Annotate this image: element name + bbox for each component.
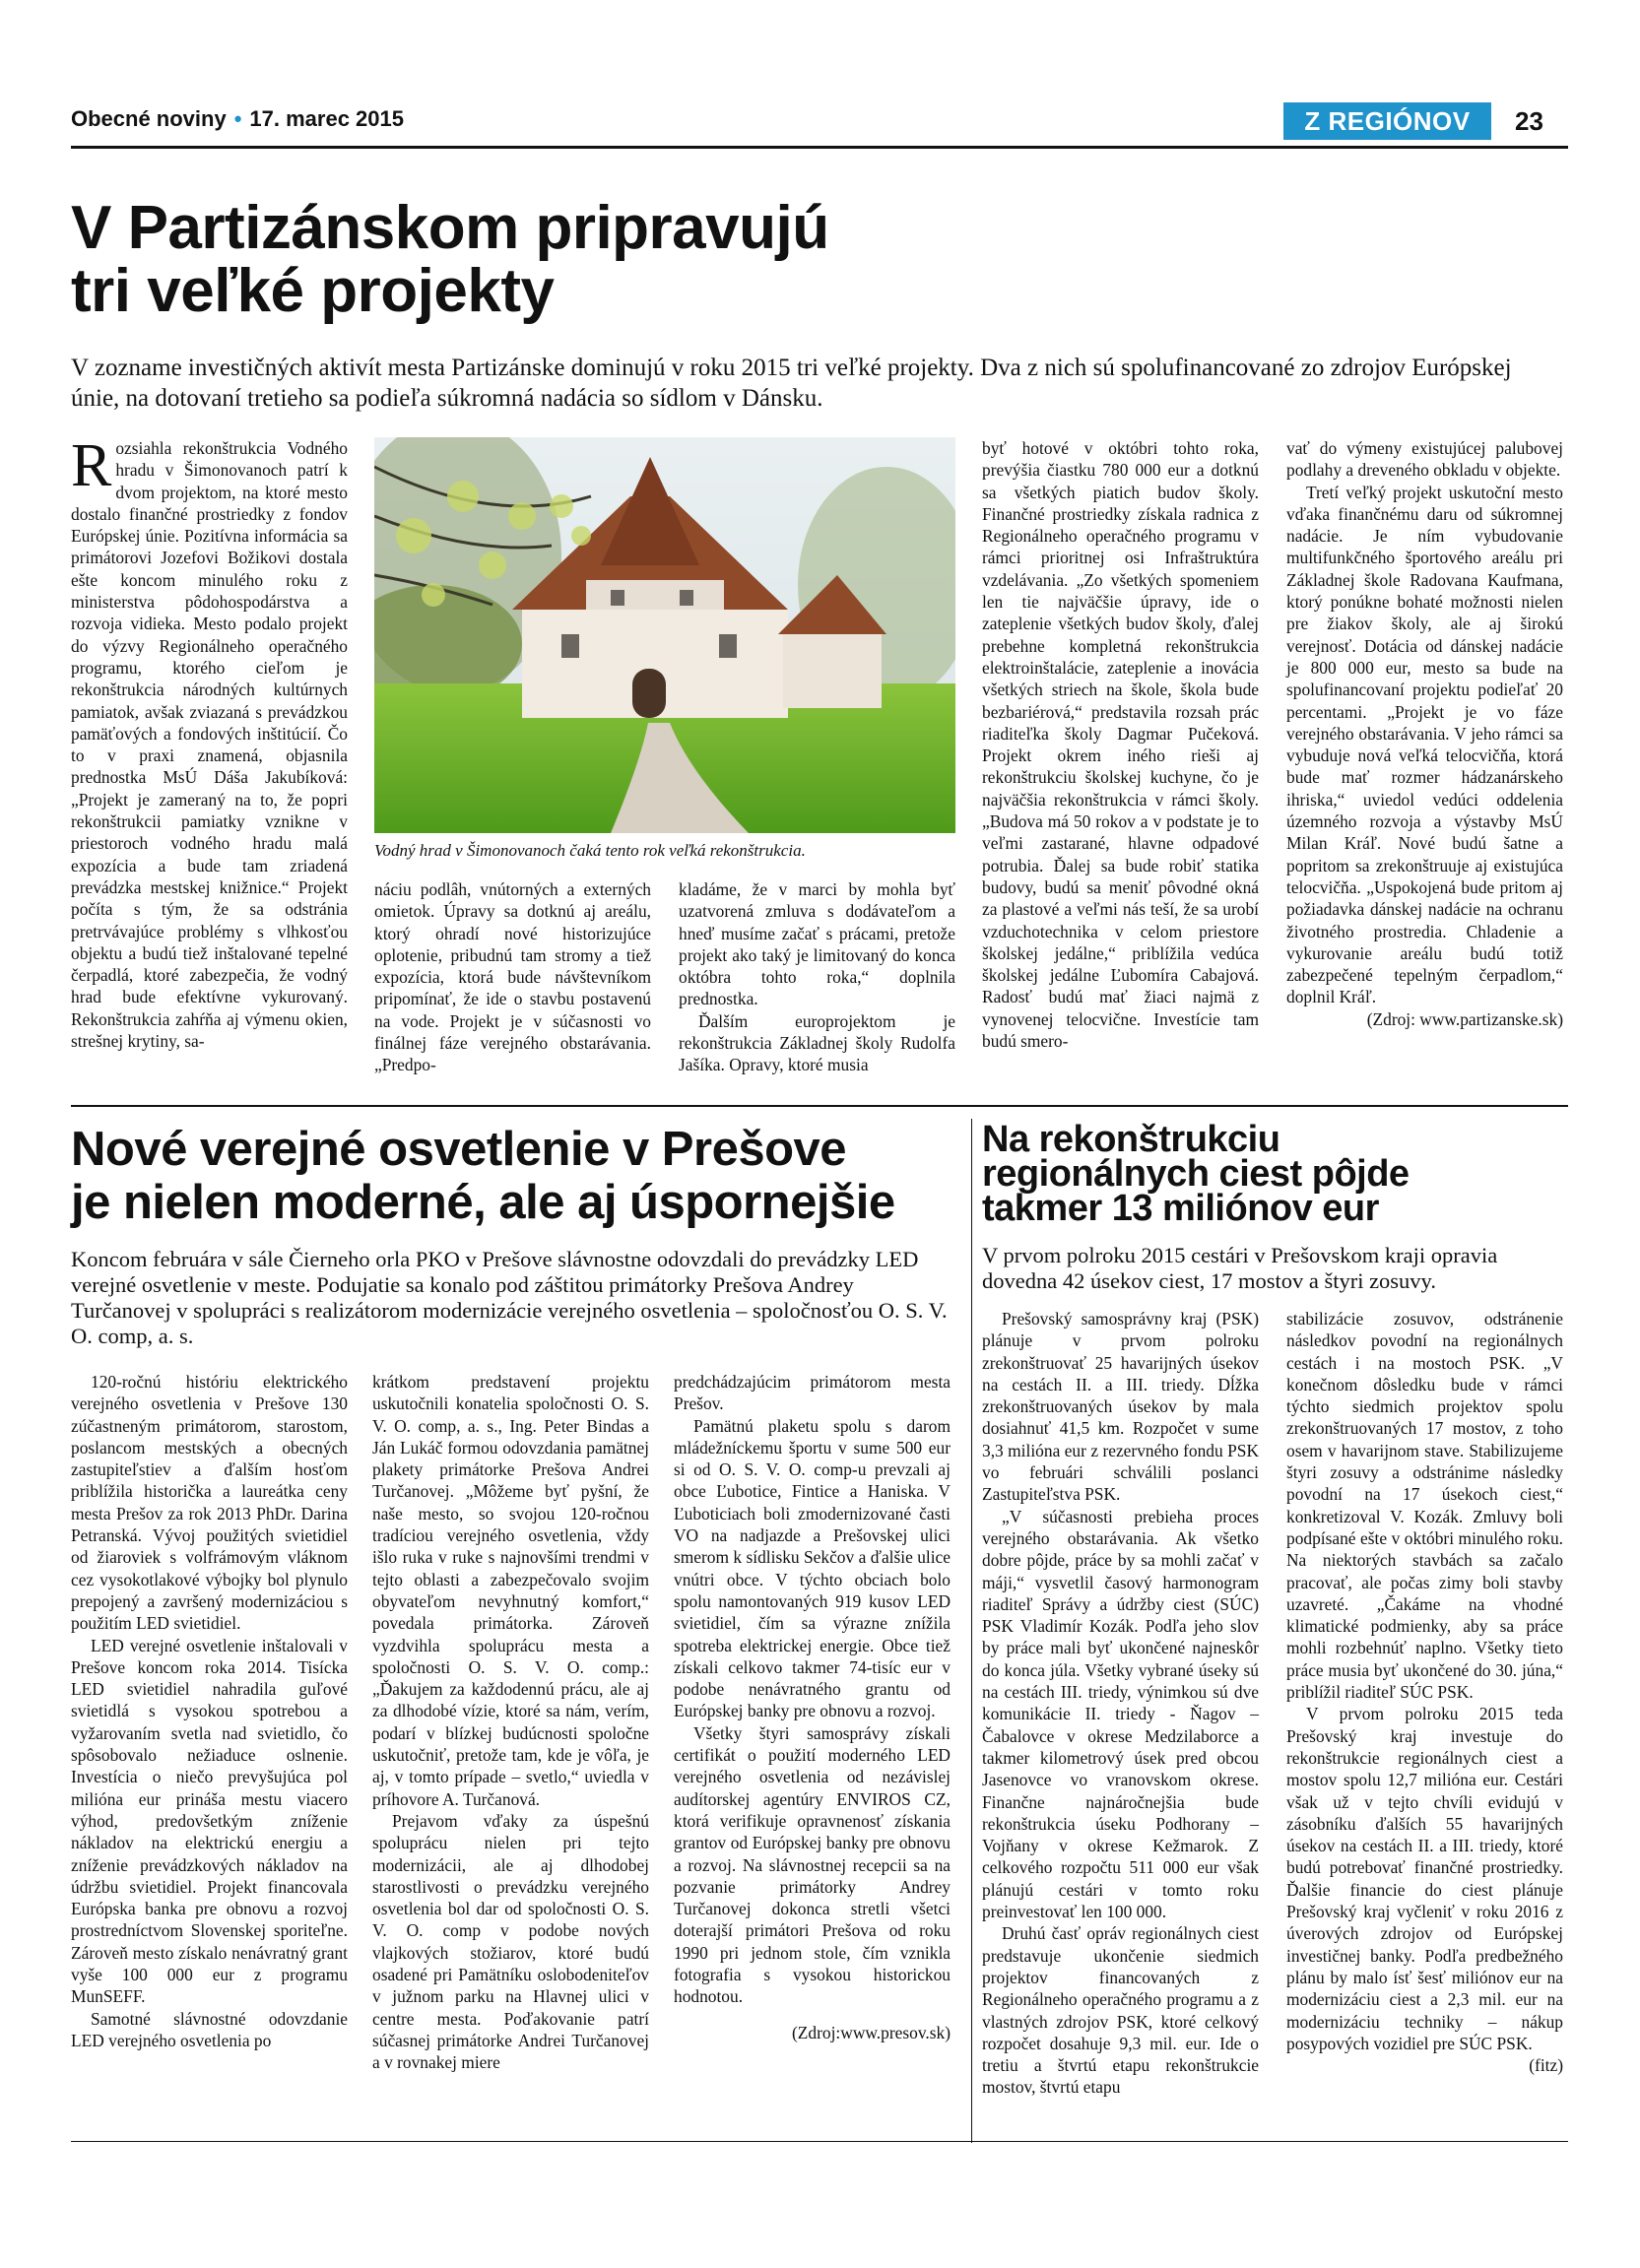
source-credit: (fitz) [1529,2055,1563,2076]
article2-lead: Koncom februára v sále Čierneho orla PKO v Prešove slávnostne odovzdali do prevádzky LED verejné osvetlenie v meste. Podujatie sa konalo pod záštitou primátorky Prešova Andrey Turčanovej v spolupráci s realizátorom modernizácie verejného osvetlenia – spoločnosťou O. S. V. O. comp, a. s. [71,1247,948,1348]
headline-line: Nové verejné osvetlenie v Prešove [71,1123,846,1176]
source-credit: (Zdroj:www.presov.sk) [792,2022,951,2042]
article1-col1 [71,432,348,1052]
article3-lead: V prvom polroku 2015 cestári v Prešovskom kraji opravia dovedna 42 úsekov ciest, 17 mostov a štyri zosuvy. [982,1243,1498,1293]
castle-image [374,437,955,833]
paragraph: 120-ročnú históriu elektrického verejného osvetlenia v Prešove 130 zúčastneným primátorom, starostom, poslancom mestských a obecných zastupiteľstiev a ďalším hosťom priblížila historička a laureátka ceny mesta Prešov za rok 2013 PhDr. Darina Petranská. Vývoj použitých svietidiel od žiaroviek s volfrámovým vláknom cez vysokotlakové výbojky bol plynulo prepojený a završený modernizáciou s použitím LED svietidiel. [71,1372,348,1634]
paragraph: náciu podlâh, vnútorných a externých omietok. Úpravy sa dotknú aj areálu, ktorý ohradí nové historizujúce oplotenie, pribudnú tam stromy a tiež expozícia, ktorá bude návštevníkom pripomínať, že ide o stavbu postavenú na vode. Projekt je v súčasnosti vo finálnej fáze verejného obstarávania. „Predpo- [374,879,651,1075]
paragraph: byť hotové v októbri tohto roka, prevýšia čiastku 780 000 eur a dotknú sa všetkých piatich budov školy. Finančné prostriedky získala radnica z Regionálneho operačného programu v rámci prioritnej osi Infraštruktúra vzdelávania. „Zo všetkých spomeniem len tie najväčšie úpravy, ide o zateplenie všetkých budov školy, ďalej prebehne kompletná rekonštrukcia elektroinštalácie, zateplenie a inovácia všetkých striech na škole, škola bude bezbariérová,“ predstavila rozsah prác riaditeľka školy Dagmar Pučeková. Projekt okrem iného rieši aj rekonštrukciu školskej kuchyne, čo je najväčšia rekonštrukcia v rámci školy. „Budova má 50 rokov a v podstate je to veľmi zastarané, hlavne odpadové potrubia. Ďalej sa bude robiť statika budovy, budú sa meniť pôvodné okná za plastové a veľmi nás teší, že sa urobí vzduchotechnika v celom priestore školskej jedálne,“ priblížila vedúca školskej jedálne Ľubomíra Cabajová. Radosť budú mať žiaci najmä z vynovenej telocvične. Investície tam budú smero- [982,438,1259,1052]
bullet-separator: • [233,106,242,131]
issue-date: 17. marec 2015 [249,106,404,131]
article2-col2 [372,1371,649,2074]
article2-headline [71,1123,977,1229]
paragraph: vať do výmeny existujúcej palubovej podlahy a dreveného obkladu v objekte. [1286,438,1563,481]
paragraph: Tretí veľký projekt uskutoční mesto vďaka finančnému daru od súkromnej nadácie. Je ním vybudovanie multifunkčného športového areálu pri Základnej škole Radovana Kaufmana, ktorý ponúkne bohaté možnosti nielen pre žiakov školy, ale aj širokú verejnosť. Dotácia od dánskej nadácie je 800 000 eur, mesto sa bude na spolufinancovaní projektu podieľať 20 percentami. „Projekt je vo fáze verejného obstarávania. V jeho rámci sa vybuduje nová veľká telocvičňa, ktorá bude mať rozmer hádzanárskeho ihriska,“ uviedol vedúci oddelenia územného rozvoja a výstavby MsÚ Milan Kráľ. Nové budú šatne a popritom sa zrekonštruuje aj existujúca telocvičňa. „Uspokojená bude pritom aj požiadavka dánskej nadácie na ochranu životného prostredia. Chladenie a vykurovanie areálu budú totiž zabezpečené tepelným čerpadlom,“ doplnil Kráľ. [1286,482,1563,1007]
paragraph: V prvom polroku 2015 teda Prešovský kraj investuje do rekonštrukcie regionálnych ciest a mostov spolu 12,7 milióna eur. Cestári však už v tejto chvíli evidujú v zásobníku ďalších 55 havarijných úsekov na cestách II. a III. triedy, ktoré budú potrebovať finančné prostriedky. Ďalšie financie do ciest plánuje Prešovský kraj vyčleniť v roku 2016 z úverových zdrojov od Európskej investičnej banky. Podľa predbežného plánu by malo ísť šesť miliónov eur na modernizáciu ciest a 2,3 mil. eur na modernizáciu techniky – nákup posypových vozidiel pre SÚC PSK. [1286,1704,1563,2053]
paragraph: Prešovský samosprávny kraj (PSK) plánuje v prvom polroku zrekonštruovať 25 havarijných úsekov na cestách II. a III. triedy. Dĺžka zrekonštruovaných úsekov by mala dosiahnuť 41,5 km. Rozpočet v sume 3,3 milióna eur z rezervného fondu PSK vo februári schválili poslanci Zastupiteľstva PSK. [982,1309,1259,1505]
paragraph: Pamätnú plaketu spolu s darom mládežníckemu športu v sume 500 eur si od O. S. V. O. comp-u prevzali aj obce Ľubotice, Fintice a Haniska. V Ľuboticiach boli zmodernizované časti VO na nadjazde a Prešovskej ulici smerom k sídlisku Sekčov a ďalšie ulice vnútri obce. V týchto obciach bolo spolu namontovaných 919 kusov LED svietidiel, čím sa výrazne znížila spotreba elektrickej energie. Obce tiež získali celkovo takmer 74-tisíc eur v podobe nenávratného grantu od Európskej banky pre obnovu a rozvoj. [674,1415,951,1721]
headline-line: regionálnych ciest pôjde [982,1153,1410,1195]
column-divider [971,1119,972,2143]
article1-col5 [1286,437,1563,1030]
paragraph: ozsiahla rekonštrukcia Vodného hradu v Šimonovanoch patrí k dvom projektom, na ktoré mesto dostalo finančné prostriedky z fondov Európskej únie. Pozitívna informácia sa primátorovi Jozefovi Božikovi dostala ešte koncom minulého roku z ministerstva pôdohospodárstva a rozvoja vidieka. Mesto podalo projekt do výzvy Regionálneho operačného programu, ktorého cieľom je rekonštrukcia národných kultúrnych pamiatok, avšak zviazaná s prevádzkou pamäťových a fondových inštitúcií. Čo to v praxi znamená, objasnila prednostka MsÚ Dáša Jakubíková: „Projekt je zameraný na to, že popri rekonštrukcii pamiatky vznikne v priestoroch vodného hradu malá expozícia a bude tam zriadená prevádzka mestskej knižnice.“ Projekt počíta s tým, že sa odstránia pretrvávajúce problémy s vlhkosťou objektu a budú tiež inštalované tepelné čerpadlá, ktoré zabezpečia, že vodný hrad bude efektívne vykurovaný. Rekonštrukcia zahŕňa aj výmenu okien, strešnej krytiny, sa- [71,438,348,1052]
paragraph: predchádzajúcim primátorom mesta Prešov. [674,1372,951,1414]
paragraph: Samotné slávnostné odovzdanie LED verejného osvetlenia po [71,2008,348,2050]
publication-name: Obecné noviny [71,106,227,131]
article3-headline [982,1119,1553,1229]
masthead [71,106,404,132]
paragraph: Všetky štyri samosprávy získali certifikát o použití moderného LED verejného osvetlenia od nezávislej audítorskej agentúry ENVIROS CZ, ktorá verifikuje opravnenosť získania grantov od Európskej banky pre obnovu a rozvoj. Na slávnostnej recepcii sa na pozvanie primátorky Andrey Turčanovej dokonca stretli všetci doterajší primátori Prešova od roku 1990 pri jednom stole, čím vznikla fotografia s vysokou historickou hodnotou. [674,1722,951,2007]
castle-photo [374,437,955,833]
article1-headline [71,194,1154,325]
page-number: 23 [1515,106,1543,136]
article1-lead: V zozname investičných aktivít mesta Partizánske dominujú v roku 2015 tri veľké projekty. Dva z nich sú spolufinancované zo zdrojov Európskej únie, na dotovaní tretieho sa podieľa súkromná nadácia so sídlom v Dánsku. [71,355,1512,412]
paragraph: LED verejné osvetlenie inštalovali v Prešove koncom roka 2014. Tisícka LED svietidiel nahradila guľové svietidlá s vysokou spotrebou a vyžarovaním svetla nad svietidlo, čo spôsobovalo nežiaduce oslnenie. Investícia o niečo prevyšujúca pol milióna eur prináša mestu viacero výhod, predovšetkým zníženie nákladov na elektrickú energiu a zníženie prevádzkových nákladov na údržbu svietidiel. Projekt financovala Európska banka pre obnovu a rozvoj prostredníctvom Slovenskej sporiteľne. Zároveň mesto získalo nenávratný grant vyše 100 000 eur z programu MunSEFF. [71,1635,348,2007]
paragraph: stabilizácie zosuvov, odstránenie následkov povodní na regionálnych cestách i na mostoch PSK. „V konečnom dôsledku bude v rámci týchto siedmich projektov spolu zrekonštruovaných 17 mostov, z toho osem v havarijnom stave. Stabilizujeme štyri zosuvy a odstránime následky povodní na 17 úsekoch ciest,“ konkretizoval V. Kozák. Zmluvy boli podpísané ešte v októbri minulého roku. Na niektorých stavbách sa začalo pracovať, ale počas zimy boli stavby uzavreté. „Čakáme na vhodné klimatické podmienky, aby sa práce mohli rozbehnúť naplno. Všetky tieto práce musia byť ukončené do 30. júna,“ priblížil riaditeľ SÚC PSK. [1286,1309,1563,1703]
article3-col2 [1286,1308,1563,2076]
photo-caption: Vodný hrad v Šimonovanoch čaká tento rok veľká rekonštrukcia. [374,841,806,860]
headline-line: V Partizánskom pripravujú [71,194,829,262]
article1-col3 [679,878,955,1076]
article-divider [71,1105,1568,1107]
article1-col4 [982,437,1259,1052]
paragraph: krátkom predstavení projektu uskutočnili konatelia spoločnosti O. S. V. O. comp, a. s., Ing. Peter Bindas a Ján Lukáč formou odovzdania pamätnej plakety primátorke Prešova Andrei Turčanovej. „Môžeme byť pyšní, že naše mesto, so svojou 120-ročnou tradíciou verejného osvetlenia, vždy išlo ruka v ruke s najnovšími trendmi v tejto oblasti a zabezpečovalo svojim obyvateľom nevyhnutný komfort,“ povedala primátorka. Zároveň vyzdvihla spoluprácu mesta a spoločnosti O. S. V. O. comp.: „Ďakujem za každodennú prácu, ale aj za dlhodobé vízie, ktoré sa nám, verím, podarí v blízkej budúcnosti spoločne uskutočniť, pretože tam, kde je vôľa, je aj, v tomto prípade – svetlo,“ uviedla v príhovore A. Turčanová. [372,1372,649,1809]
paragraph: „V súčasnosti prebieha proces verejného obstarávania. Ak všetko dobre pôjde, práce by sa mohli začať v máji,“ vysvetlil časový harmonogram riaditeľ Správy a údržby ciest (SÚC) PSK Vladimír Kozák. Podľa jeho slov by práce mali byť ukončené najneskôr do konca júla. Všetky vybrané úseky sú na cestách III. triedy, výnimkou sú dve komunikácie II. triedy - Ňagov – Čabalovce v okrese Medzilaborce a takmer kilometrový úsek pred obcou Jasenovce vo vranovskom okrese. Finančne najnáročnejšia bude rekonštrukcia úseku Podhorany – Vojňany v okrese Kežmarok. Z celkového rozpočtu 511 000 eur však plánujú cestári v tomto roku preinvestovať len 100 000. [982,1506,1259,1922]
article1-col2 [374,878,651,1076]
article2-col3 [674,1371,951,2043]
footer-rule [71,2141,1568,2142]
headline-line: je nielen moderné, ale aj úspornejšie [71,1176,895,1229]
paragraph: kladáme, že v marci by mohla byť uzatvorená zmluva s dodávateľom a hneď musíme začať s prácami, pretože projekt ako taký je limitovaný do konca októbra tohto roka,“ doplnila prednostka. [679,879,955,1009]
source-credit: (Zdroj: www.partizanske.sk) [1366,1008,1563,1029]
dropcap: R [71,432,112,499]
section-tag: Z REGIÓNOV [1283,102,1491,140]
header-rule [71,146,1568,149]
headline-line: Na rekonštrukciu [982,1119,1280,1160]
paragraph: Druhú časť opráv regionálnych ciest predstavuje ukončenie siedmich projektov financovaných z Regionálneho operačného programu a z vlastných zdrojov PSK, ktoré celkový rozpočet dosahuje 9,3 mil. eur. Ide o tretiu a štvrtú etapu rekonštrukcie mostov, štvrtú etapu [982,1923,1259,2098]
paragraph: Prejavom vďaky za úspešnú spoluprácu nielen pri tejto modernizácii, ale aj dlhodobej starostlivosti o prevádzku verejného osvetlenia bol dar od spoločnosti O. S. V. O. comp v podobe nových vlajkových stožiarov, ktoré budú osadené pri Pamätníku oslobodeniteľov v južnom parku na Hlavnej ulici v centre mesta. Poďakovanie patrí súčasnej primátorke Andrei Turčanovej a v rovnakej miere [372,1810,649,2073]
paragraph: Ďalším europrojektom je rekonštrukcia Základnej školy Rudolfa Jašíka. Opravy, ktoré musia [679,1010,955,1075]
headline-line: takmer 13 miliónov eur [982,1188,1379,1229]
article2-col1 [71,1371,348,2051]
headline-line: tri veľké projekty [71,257,555,325]
article3-col1 [982,1308,1259,2099]
